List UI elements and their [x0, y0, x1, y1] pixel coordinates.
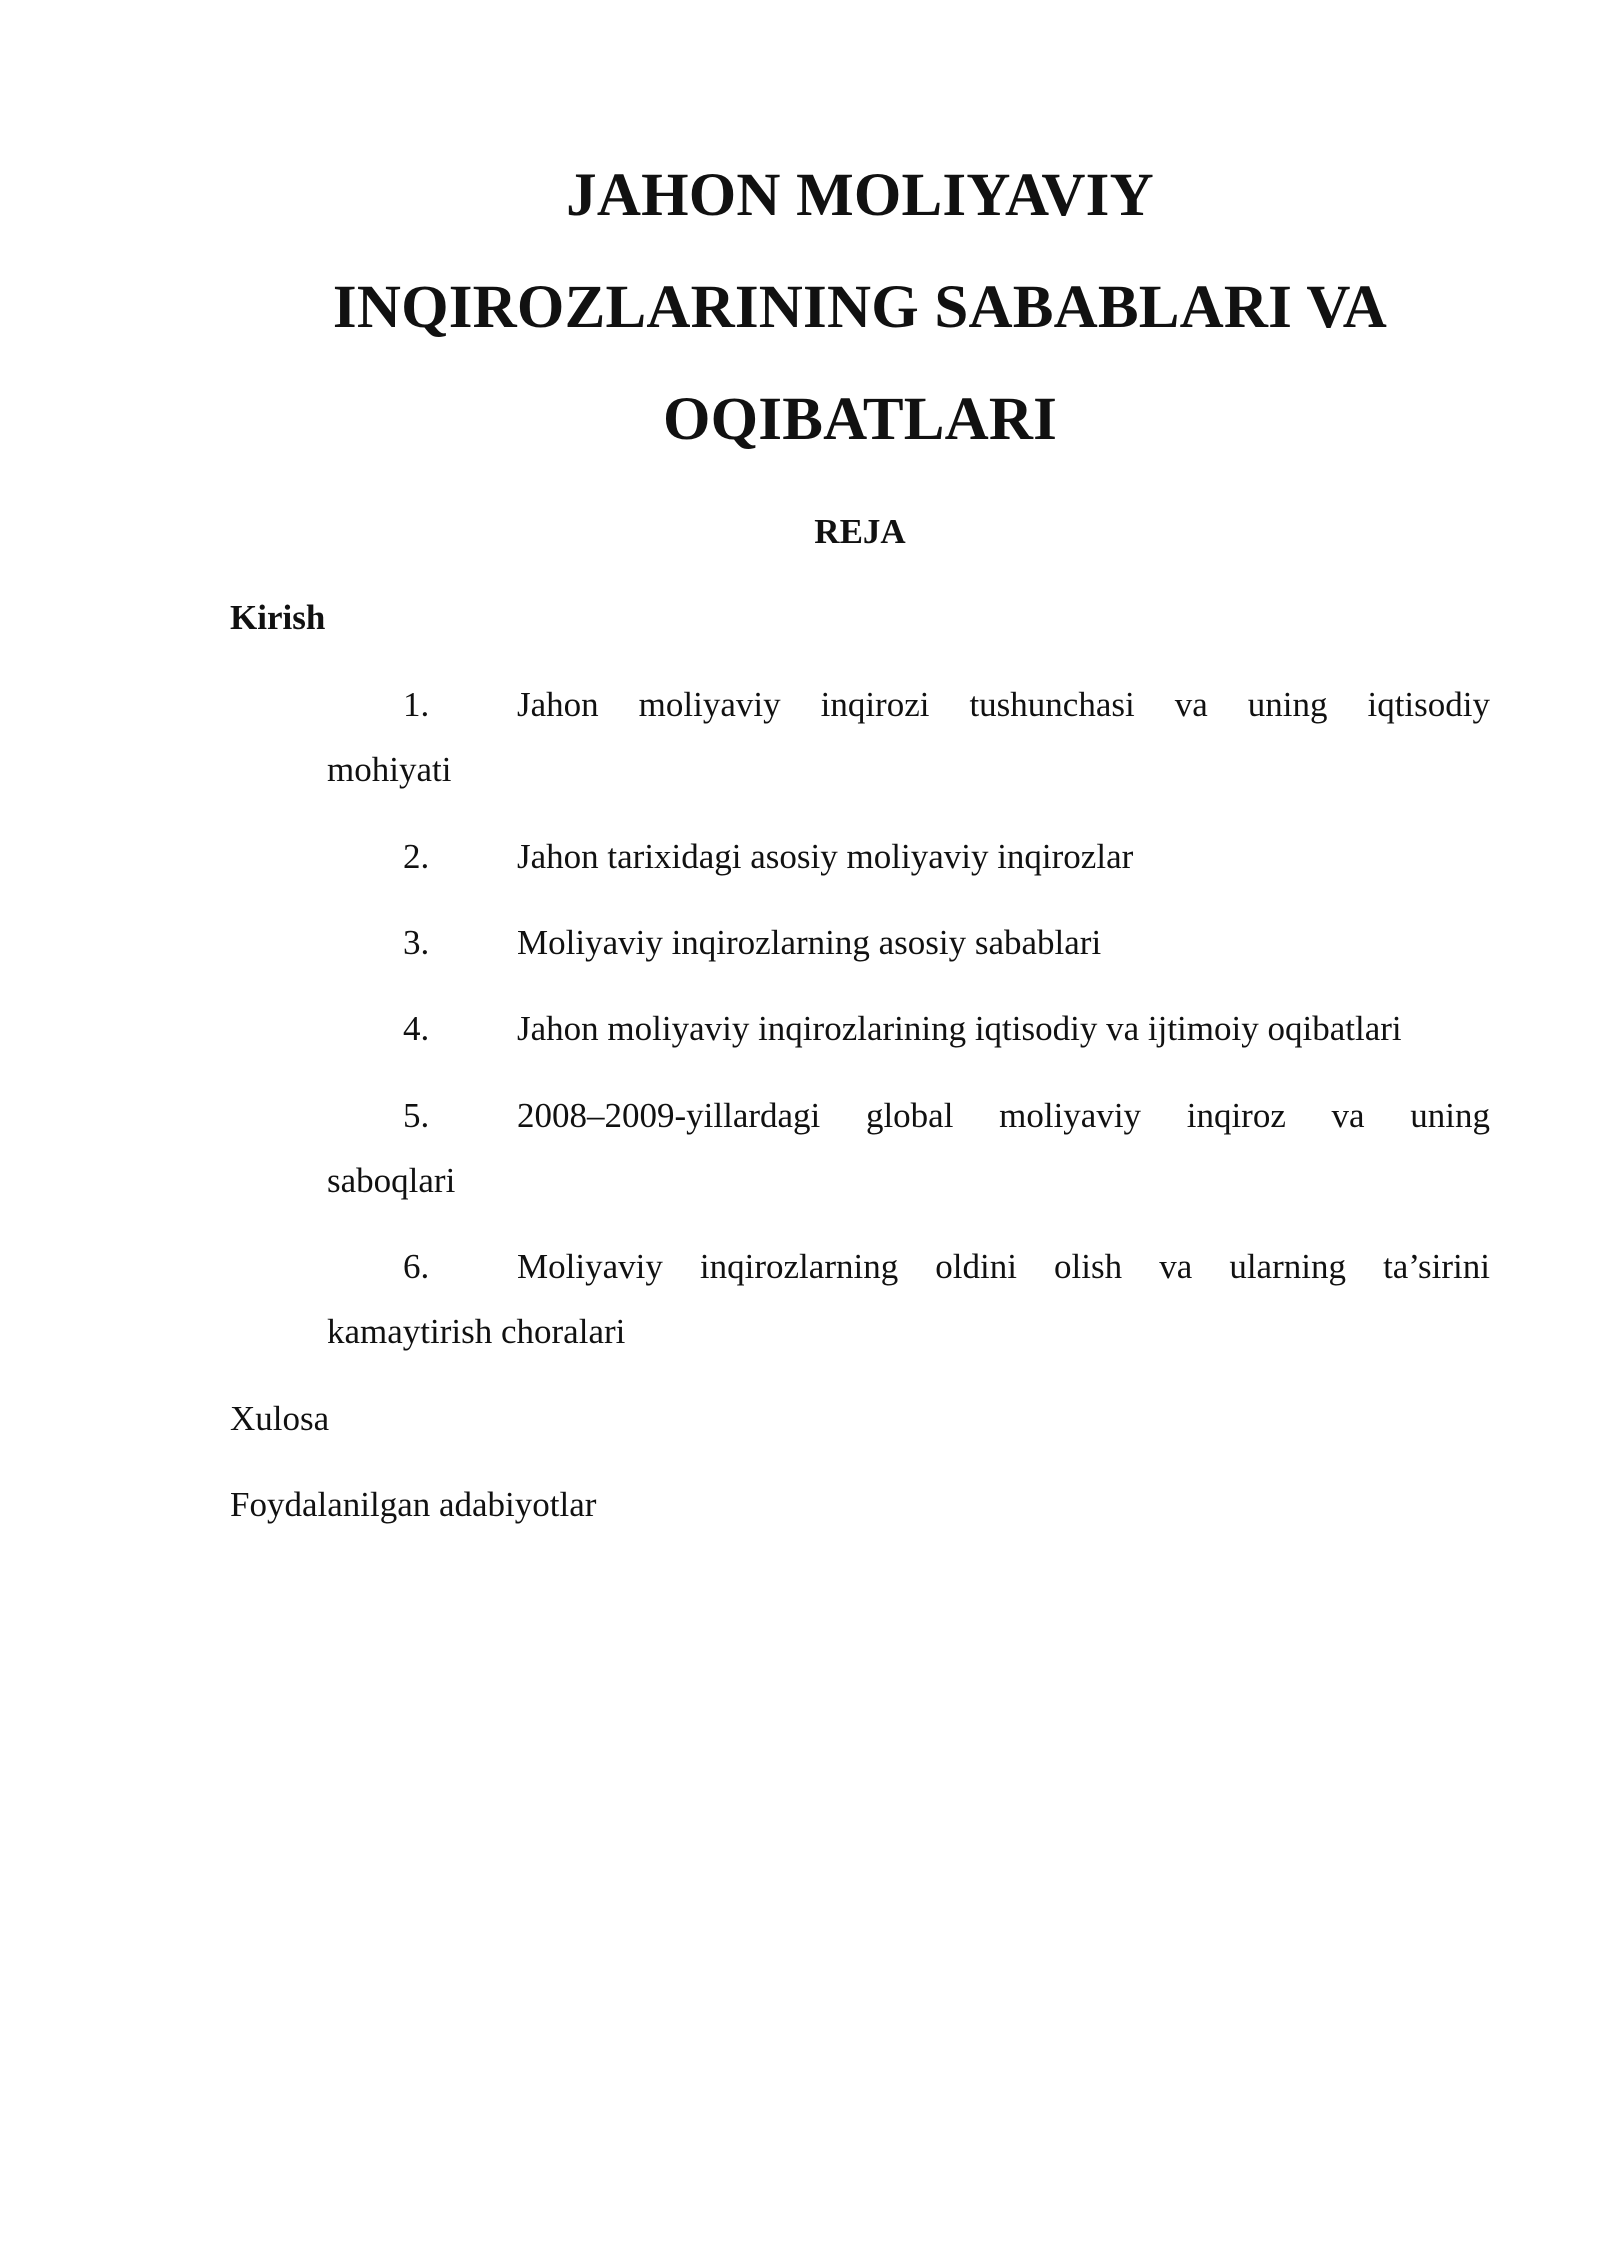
plan-item — [327, 996, 1490, 1061]
plan-item-text: Jahon tarixidagi asosiy moliyaviy inqirozlar — [517, 837, 1134, 876]
conclusion-heading: Xulosa — [230, 1399, 330, 1438]
plan-item-number: 3. — [403, 923, 430, 962]
document-title — [230, 140, 1490, 476]
plan-item — [327, 672, 1490, 802]
plan-item-number: 5. — [403, 1096, 430, 1135]
plan-item — [327, 1083, 1490, 1213]
intro-heading: Kirish — [230, 598, 326, 637]
plan-item-continuation: mohiyati — [327, 750, 452, 789]
plan-item-text: Jahon moliyaviy inqirozlarining iqtisodiy va ijtimoiy oqibatlari — [517, 1009, 1402, 1048]
plan-item-number: 1. — [403, 685, 430, 724]
plan-heading: REJA — [814, 512, 906, 551]
plan-item-text: Jahon moliyaviy inqirozi tushunchasi va uning iqtisodiy — [517, 685, 1490, 724]
plan-item-text: Moliyaviy inqirozlarning oldini olish va ularning ta’sirini — [517, 1247, 1490, 1286]
plan-item-text: Moliyaviy inqirozlarning asosiy sabablari — [517, 923, 1102, 962]
plan-item-number: 2. — [403, 837, 430, 876]
plan-item-continuation: kamaytirish choralari — [327, 1312, 626, 1351]
plan-item-number: 4. — [403, 1009, 430, 1048]
plan-item — [327, 910, 1490, 975]
references-heading: Foydalanilgan adabiyotlar — [230, 1485, 597, 1524]
plan-item-number: 6. — [403, 1247, 430, 1286]
plan-item-continuation: saboqlari — [327, 1161, 456, 1200]
plan-item — [327, 1234, 1490, 1364]
plan-item — [327, 824, 1490, 889]
title-line: OQIBATLARI — [662, 386, 1058, 453]
title-line: JAHON MOLIYAVIY — [566, 162, 1154, 229]
plan-item-text: 2008–2009-yillardagi global moliyaviy inqiroz va uning — [517, 1096, 1490, 1135]
title-line: INQIROZLARINING SABABLARI VA — [332, 274, 1388, 341]
